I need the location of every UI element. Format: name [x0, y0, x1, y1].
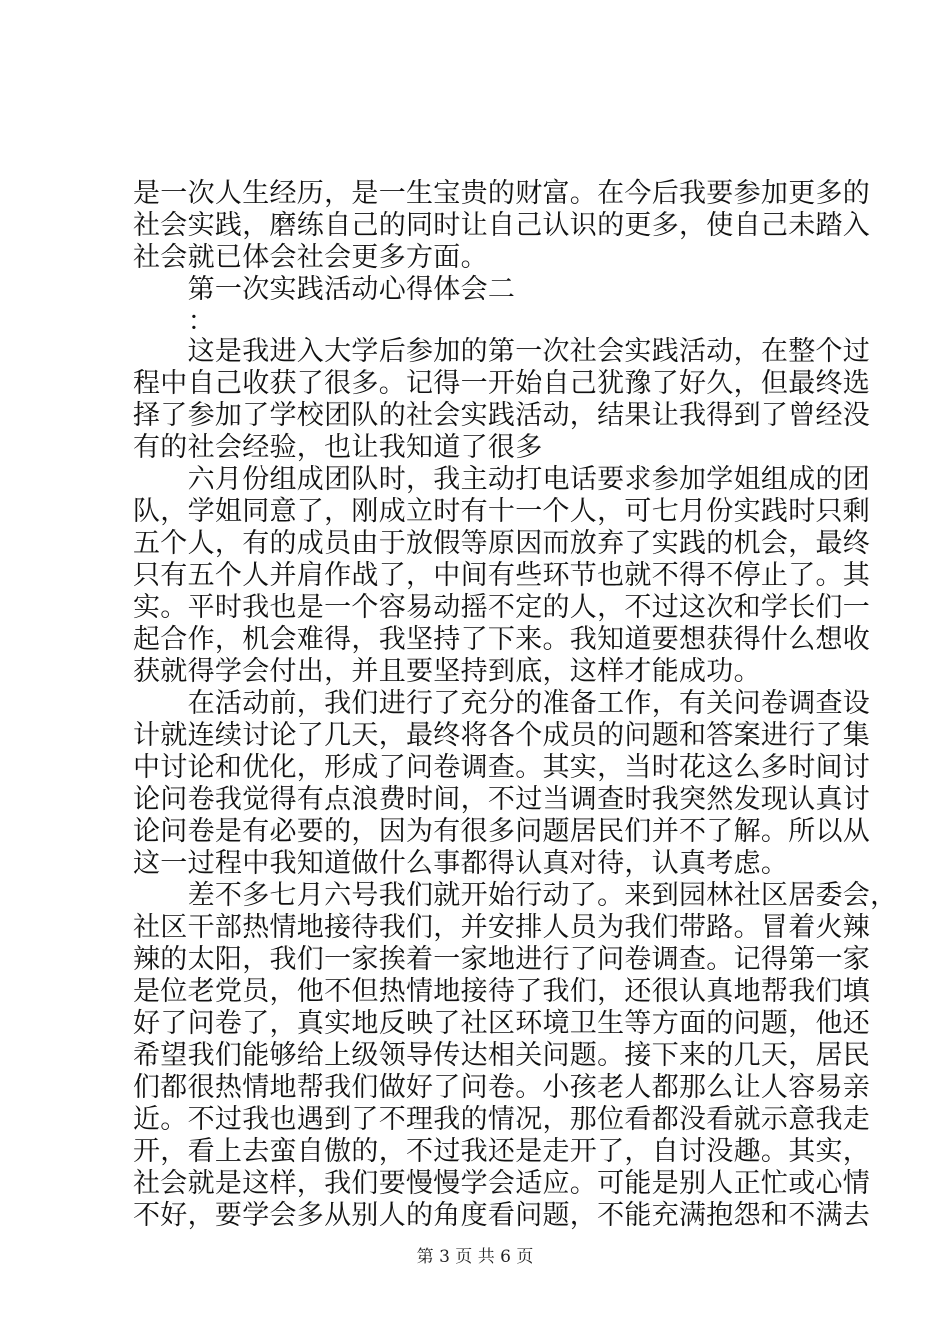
body-text-line: 社区干部热情地接待我们，并安排人员为我们带路。冒着火辣 [133, 912, 871, 943]
body-text-line: 六月份组成团队时，我主动打电话要求参加学姐组成的团 [133, 464, 871, 495]
body-text-line: 是一次人生经历，是一生宝贵的财富。在今后我要参加更多的 [133, 178, 871, 209]
body-text-line: 希望我们能够给上级领导传达相关问题。接下来的几天，居民 [133, 1040, 871, 1071]
body-text-line: 开，看上去蛮自傲的，不过我还是走开了，自讨没趣。其实， [133, 1136, 871, 1167]
body-text-line: 们都很热情地帮我们做好了问卷。小孩老人都那么让人容易亲 [133, 1072, 871, 1103]
body-text-line: 不好，要学会多从别人的角度看问题，不能充满抱怨和不满去 [133, 1200, 871, 1231]
body-text-line: 是位老党员，他不但热情地接待了我们，还很认真地帮我们填 [133, 976, 871, 1007]
body-text-line: 论问卷我觉得有点浪费时间，不过当调查时我突然发现认真讨 [133, 784, 871, 815]
body-text-line: 论问卷是有必要的，因为有很多问题居民们并不了解。所以从 [133, 816, 871, 847]
body-text-line: 择了参加了学校团队的社会实践活动，结果让我得到了曾经没 [133, 400, 871, 431]
body-text-line: 社会就已体会社会更多方面。 [133, 242, 488, 273]
body-text-line: 在活动前，我们进行了充分的准备工作，有关问卷调查设 [133, 688, 871, 719]
body-text-line: 社会就是这样，我们要慢慢学会适应。可能是别人正忙或心情 [133, 1168, 871, 1199]
body-text-line: 这一过程中我知道做什么事都得认真对待，认真考虑。 [133, 848, 789, 879]
body-text-line: 计就连续讨论了几天，最终将各个成员的问题和答案进行了集 [133, 720, 871, 751]
body-text-line: 社会实践，磨练自己的同时让自己认识的更多，使自己未踏入 [133, 210, 871, 241]
body-text-line: 实。平时我也是一个容易动摇不定的人，不过这次和学长们一 [133, 592, 871, 623]
body-text-line: 获就得学会付出，并且要坚持到底，这样才能成功。 [133, 656, 761, 687]
body-text-line: 队，学姐同意了，刚成立时有十一个人，可七月份实践时只剩 [133, 496, 871, 527]
body-text-line: ： [133, 306, 215, 337]
body-text-line: 近。不过我也遇到了不理我的情况，那位看都没看就示意我走 [133, 1104, 871, 1135]
body-text-line: 辣的太阳，我们一家挨着一家地进行了问卷调查。记得第一家 [133, 944, 871, 975]
section-heading: 第一次实践活动心得体会二 [133, 274, 516, 305]
body-text-line: 程中自己收获了很多。记得一开始自己犹豫了好久，但最终选 [133, 368, 871, 399]
body-text-line: 差不多七月六号我们就开始行动了。来到园林社区居委会， [133, 880, 898, 911]
body-text-line: 中讨论和优化，形成了问卷调查。其实，当时花这么多时间讨 [133, 752, 871, 783]
body-text-line: 这是我进入大学后参加的第一次社会实践活动，在整个过 [133, 336, 871, 367]
body-text-line: 只有五个人并肩作战了，中间有些环节也就不得不停止了。其 [133, 560, 871, 591]
body-text-line: 起合作，机会难得，我坚持了下来。我知道要想获得什么想收 [133, 624, 871, 655]
body-text-line: 五个人，有的成员由于放假等原因而放弃了实践的机会，最终 [133, 528, 871, 559]
body-text-line: 好了问卷了，真实地反映了社区环境卫生等方面的问题，他还 [133, 1008, 871, 1039]
body-text-line: 有的社会经验，也让我知道了很多 [133, 432, 543, 463]
page-number-footer: 第 3 页 共 6 页 [416, 1247, 534, 1267]
